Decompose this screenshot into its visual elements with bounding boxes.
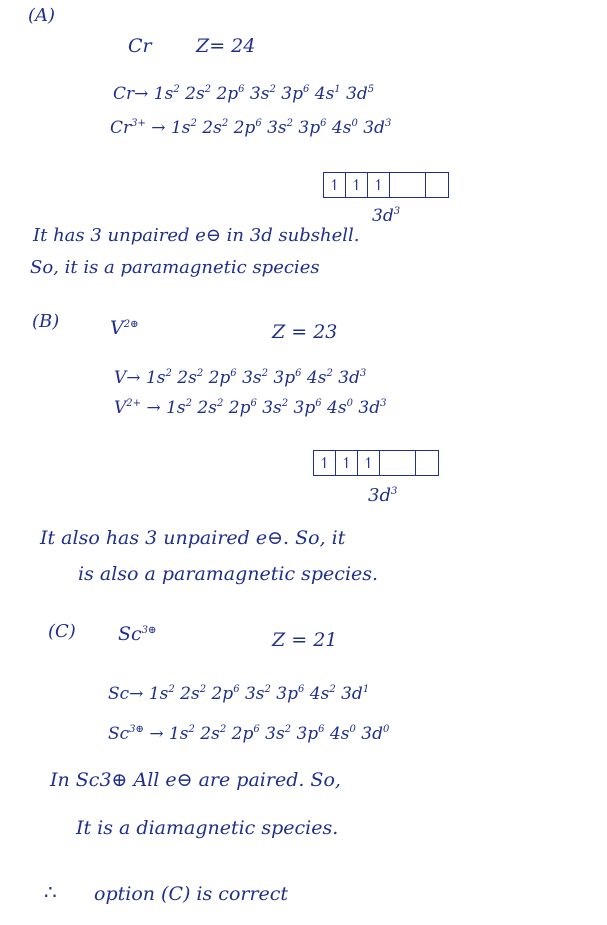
orbital-box: ↿ [368,173,390,197]
part-b-atomic-number: Z = 23 [272,321,338,343]
ion-symbol: V [114,398,127,418]
electron-count: 2 [168,684,175,695]
ion-symbol: Sc [108,724,130,744]
electron-count: 6 [315,398,322,409]
part-c-statement-1: In Sc3⊕ All e⊖ are paired. So, [50,769,341,791]
electron-count: 6 [250,398,257,409]
electron-count: 6 [318,724,325,735]
part-b-atom-config [114,368,366,388]
part-b-orbital-diagram [313,450,439,476]
part-c-atom-config [108,684,369,704]
subshell-label: 2s [179,84,205,104]
orbital-box [380,451,416,475]
subshell-label: 4s [304,684,330,704]
subshell-label: 3s [261,118,287,138]
subshell-label: 4s [326,118,352,138]
electron-count: 2 [284,724,292,735]
electron-count: 2 [173,84,180,95]
ion-shells [151,118,391,138]
subshell-label: 2s [194,724,220,744]
subshell-label: 3s [239,684,265,704]
electron-count: 0 [346,398,353,409]
subshell-label: 2s [174,684,200,704]
electron-count: 2 [199,684,207,695]
electron-count: 6 [230,368,237,379]
electron-count: 2 [264,684,271,695]
electron-count: 2 [204,84,212,95]
subshell-label: 3d [340,84,368,104]
orbital-box: ↿ [314,451,336,475]
subshell-label: 3p [268,368,296,388]
electron-count: 2 [188,724,195,735]
subshell-label: 2p [206,684,234,704]
subshell-label: 4s [321,398,347,418]
electron-count: 6 [238,84,245,95]
subshell-label: 2s [192,398,217,418]
electron-count: 2 [281,398,289,409]
part-b-label: (B) [32,311,60,332]
electron-count: 6 [233,684,240,695]
electron-count: 3 [380,398,387,409]
ion-charge: 3+ [131,118,146,129]
part-c-ion-config [108,724,389,744]
subshell-label: 4s [309,84,335,104]
electron-count: 2 [196,368,204,379]
subshell-label: 3s [256,398,282,418]
ion-shells [149,724,389,744]
electron-count: 2 [329,684,336,695]
electron-count: 2 [165,368,172,379]
orbital-box: ↿ [336,451,358,475]
orbital-box [390,173,426,197]
electron-count: 0 [382,724,390,735]
config-prefix: Cr→ [113,84,149,104]
part-a-statement-1: It has 3 unpaired e⊖ in 3d subshell. [33,225,360,246]
subshell-label: 2p [228,118,256,138]
part-a-atom-config [113,84,374,104]
electron-count: 2 [286,118,294,129]
subshell-label: → 1s [146,398,186,418]
part-a-atomic-number: Z= 24 [196,35,256,57]
ion-charge: 2+ [126,398,142,409]
subshell-label: 3d [357,118,385,138]
electron-count: 2 [326,368,333,379]
part-c-ion: $Sc^{3\oplus}$ [118,623,157,645]
ion-charge: 3⊕ [129,724,144,735]
electron-count: 2 [221,118,229,129]
ion-symbol: Cr [110,118,132,138]
subshell-label: 3s [244,84,270,104]
subshell-label: → 1s [149,724,189,744]
part-a-statement-2: So, it is a paramagnetic species [30,257,320,278]
electron-count: 2 [219,724,227,735]
config-shells [146,368,366,388]
subshell-label: 2p [203,368,231,388]
electron-count: 2 [261,368,268,379]
part-b-statement-2: is also a paramagnetic species. [78,563,379,585]
therefore-symbol: ∴ [44,880,57,904]
electron-count: 1 [362,684,370,695]
electron-count: 0 [349,724,356,735]
electron-count: 6 [295,368,302,379]
part-c-atomic-number: Z = 21 [272,629,338,651]
subshell-label: 2p [223,398,251,418]
electron-count: 6 [298,684,305,695]
electron-count: 2 [190,118,197,129]
electron-count: 6 [253,724,260,735]
subshell-label: 4s [324,724,350,744]
subshell-label: 1s [145,368,166,388]
part-a-element: Cr [128,35,152,57]
subshell-label: 3s [259,724,285,744]
part-a-orbital-label: $3d^3$ [372,206,401,226]
orbital-box [416,451,438,475]
subshell-label: 2s [196,118,222,138]
part-c-label: (C) [48,621,76,642]
orbital-box: ↿ [358,451,380,475]
electron-count: 2 [269,84,276,95]
ion-shells [146,398,386,418]
electron-count: 6 [320,118,327,129]
subshell-label: 3p [275,84,303,104]
part-a-ion-config [110,118,391,138]
subshell-label: 3d [355,724,383,744]
config-shells [149,684,369,704]
part-a-label: (A) [28,5,56,26]
electron-count: 6 [255,118,262,129]
conclusion-text: option (C) is correct [94,883,289,905]
subshell-label: 3s [236,368,262,388]
subshell-label: 4s [301,368,327,388]
electron-count: 2 [185,398,193,409]
electron-count: 2 [216,398,224,409]
subshell-label: 3d [335,684,363,704]
electron-count: 1 [334,84,341,95]
electron-count: 5 [367,84,375,95]
orbital-box: ↿ [346,173,368,197]
subshell-label: 2p [226,724,254,744]
electron-count: 3 [384,118,392,129]
subshell-label: 3p [293,118,321,138]
orbital-box [426,173,448,197]
subshell-label: 2s [171,368,197,388]
part-a-orbital-diagram [323,172,449,198]
config-prefix: Sc→ [108,684,144,704]
subshell-label: 3p [291,724,319,744]
part-c-statement-2: It is a diamagnetic species. [76,817,339,839]
part-b-ion: $V^{2\oplus}$ [110,317,139,339]
part-b-orbital-label: $3d^3$ [368,485,398,506]
subshell-label: 1s [148,684,169,704]
electron-count: 3 [359,368,367,379]
subshell-label: 1s [153,84,174,104]
subshell-label: 3p [270,684,298,704]
subshell-label: 3p [288,398,316,418]
config-prefix: V→ [114,368,141,388]
subshell-label: 3d [352,398,381,418]
subshell-label: → 1s [151,118,191,138]
part-b-ion-config [114,398,386,418]
subshell-label: 3d [332,368,360,388]
orbital-box: ↿ [324,173,346,197]
subshell-label: 2p [211,84,239,104]
part-b-statement-1: It also has 3 unpaired e⊖. So, it [40,527,346,549]
electron-count: 6 [302,84,310,95]
electron-count: 0 [351,118,358,129]
config-shells [154,84,374,104]
